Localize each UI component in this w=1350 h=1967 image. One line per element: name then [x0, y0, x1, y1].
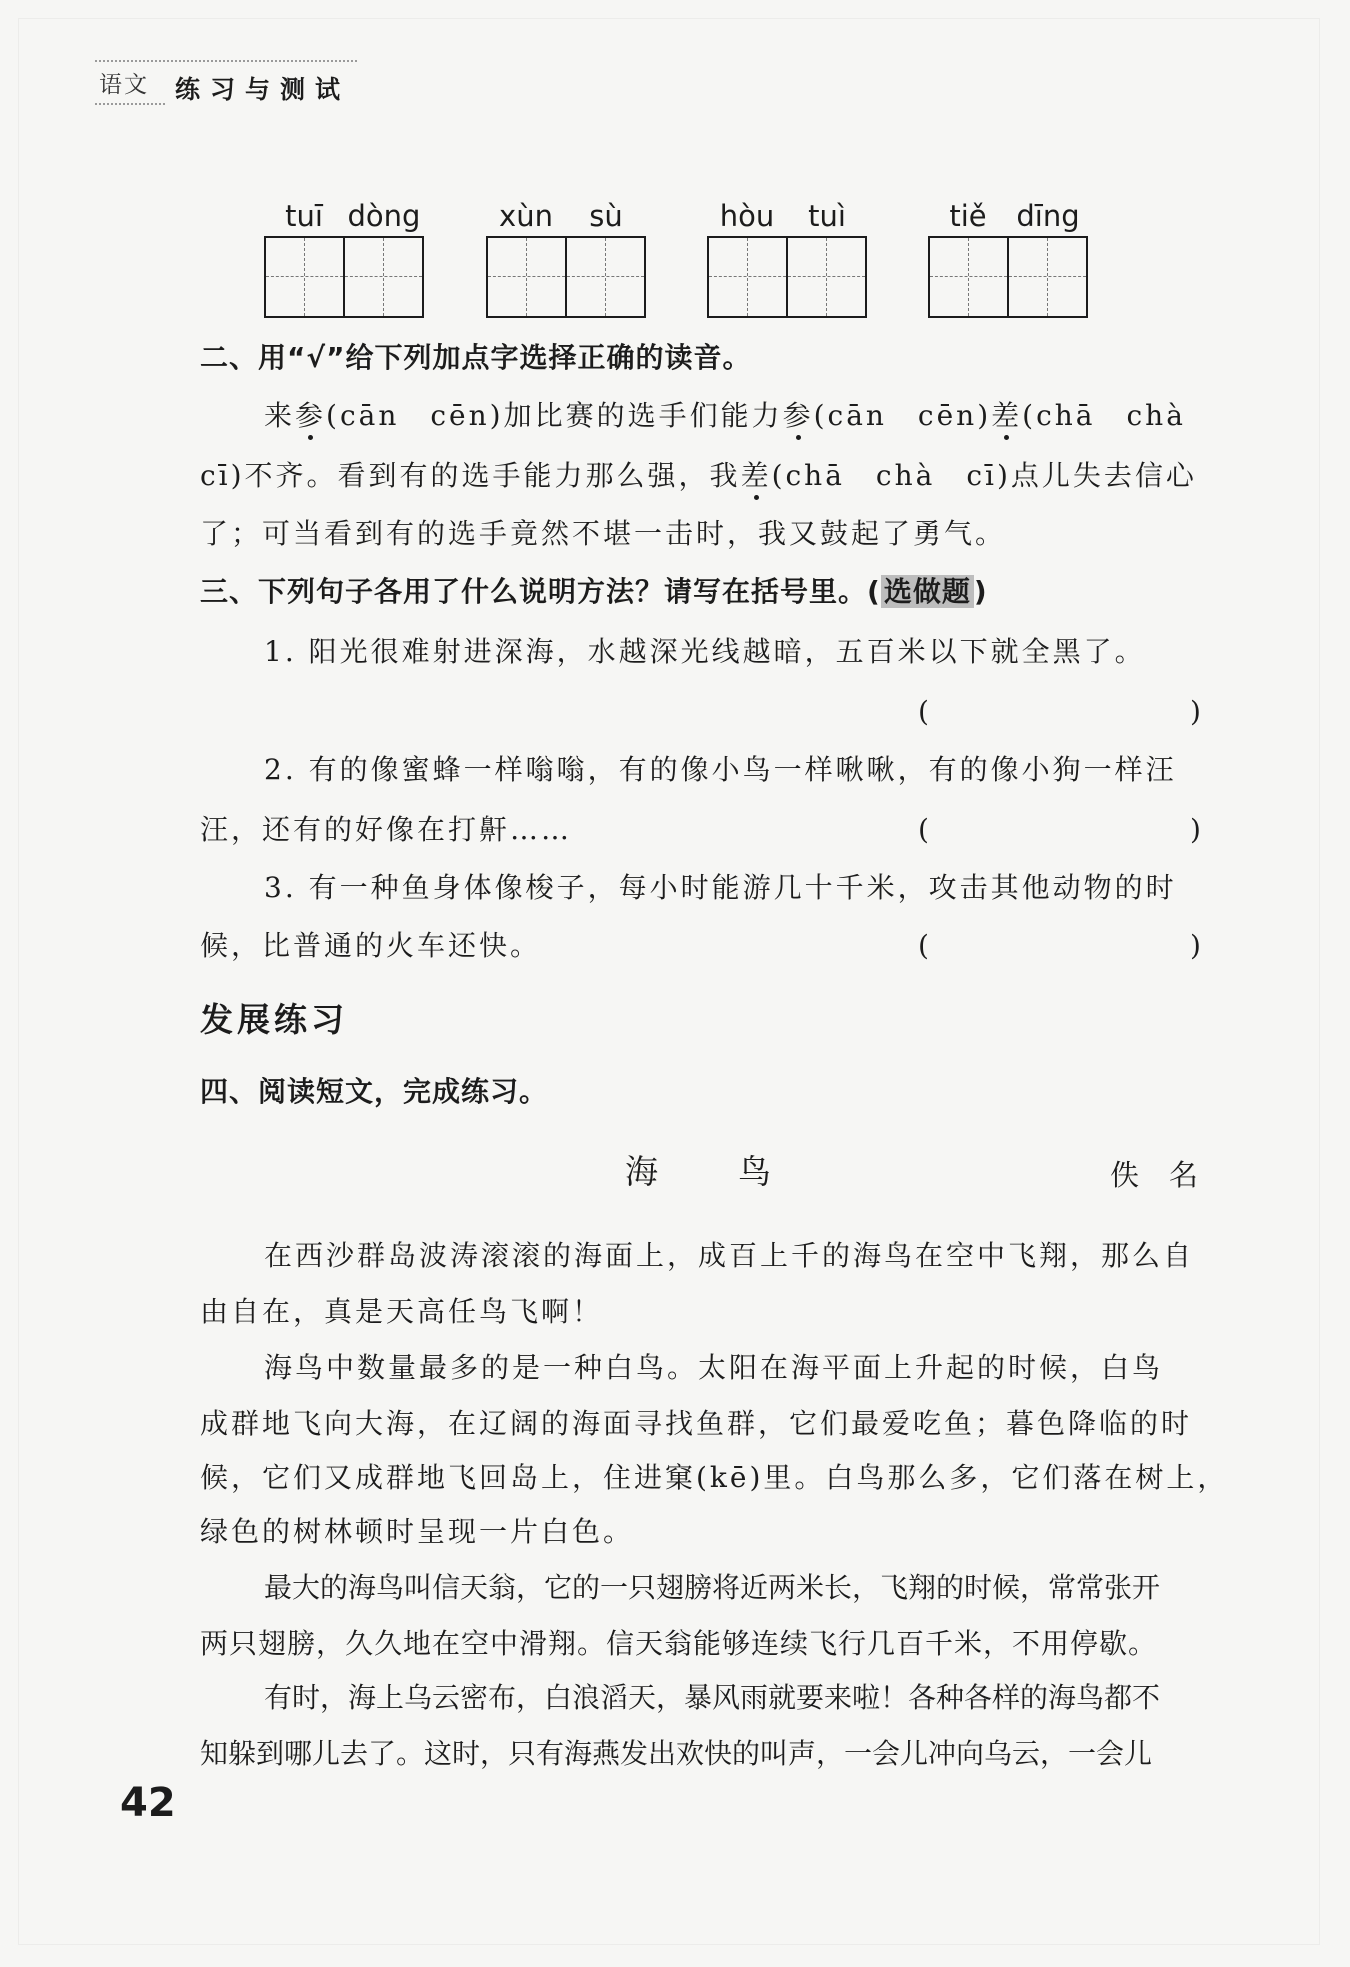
pinyin-box-row: [0, 196, 1350, 316]
article-line: 由自在，真是天高任鸟飞啊！: [200, 1295, 604, 1328]
writing-box[interactable]: [928, 236, 1088, 318]
section-2-line-1: 来参(cān cēn)加比赛的选手们能力参(cān cēn)差(chā chà: [264, 399, 1186, 432]
pinyin-syllable: sù: [589, 199, 623, 233]
article-line: 最大的海鸟叫信天翁，它的一只翅膀将近两米长，飞翔的时候，常常张开: [264, 1571, 1161, 1604]
question-1: 1. 阳光很难射进深海，水越深光线越暗，五百米以下就全黑了。: [264, 635, 1146, 668]
dotted-char: 参: [782, 399, 814, 432]
question-2-line-2: 汪，还有的好像在打鼾……: [200, 813, 573, 846]
pinyin-item: [264, 196, 424, 318]
answer-paren-close[interactable]: ): [1190, 929, 1201, 962]
header-dotted-line: [95, 60, 357, 62]
writing-box[interactable]: [486, 236, 646, 318]
section-3-heading: 三、下列句子各用了什么说明方法？请写在括号里。( 选做题 ): [200, 575, 988, 608]
question-2-line-1: 2. 有的像蜜蜂一样嗡嗡，有的像小鸟一样啾啾，有的像小狗一样汪: [264, 753, 1177, 786]
article-line: 海鸟中数量最多的是一种白鸟。太阳在海平面上升起的时候，白鸟: [264, 1351, 1164, 1384]
optional-tag: 选做题: [881, 575, 974, 608]
article-line: 成群地飞向大海，在辽阔的海面寻找鱼群，它们最爱吃鱼；暮色降临的时: [200, 1407, 1193, 1440]
article-title: 海鸟: [625, 1152, 851, 1191]
book-title: 练习与测试: [175, 75, 351, 104]
pinyin-syllable: dòng: [347, 199, 421, 233]
dotted-char: 差: [740, 459, 772, 492]
article-line: 绿色的树林顿时呈现一片白色。: [200, 1515, 635, 1548]
pinyin-item: [707, 196, 867, 318]
pinyin-item: [928, 196, 1088, 318]
answer-paren-open[interactable]: (: [918, 929, 929, 962]
question-3-line-2: 候，比普通的火车还快。: [200, 929, 542, 962]
article-author: 佚名: [1110, 1158, 1229, 1192]
header-dotted-line-short: [95, 103, 165, 105]
pinyin-syllable: dīng: [1016, 199, 1080, 233]
pinyin-syllable: hòu: [719, 199, 775, 233]
section-4-heading: 四、阅读短文，完成练习。: [200, 1075, 549, 1108]
page-header: [95, 60, 357, 104]
article-line: 知躲到哪儿去了。这时，只有海燕发出欢快的叫声，一会儿冲向乌云，一会儿: [200, 1737, 1153, 1770]
section-2-line-2: cī)不齐。看到有的选手能力那么强，我差(chā chà cī)点儿失去信心: [200, 459, 1197, 492]
writing-box[interactable]: [264, 236, 424, 318]
article-line: 在西沙群岛波涛滚滚的海面上，成百上千的海鸟在空中飞翔，那么自: [264, 1239, 1195, 1272]
article-line: 有时，海上乌云密布，白浪滔天，暴风雨就要来啦！各种各样的海鸟都不: [264, 1681, 1161, 1714]
dotted-char: 参: [295, 399, 327, 432]
answer-paren-close[interactable]: ): [1190, 695, 1201, 728]
question-3-line-1: 3. 有一种鱼身体像梭子，每小时能游几十千米，攻击其他动物的时: [264, 871, 1177, 904]
page-number: 42: [120, 1780, 176, 1826]
article-line: 候，它们又成群地飞回岛上，住进窠(kē)里。白鸟那么多，它们落在树上，: [200, 1461, 1229, 1494]
article-line: 两只翅膀，久久地在空中滑翔。信天翁能够连续飞行几百千米，不用停歇。: [200, 1627, 1158, 1660]
answer-paren-open[interactable]: (: [918, 695, 929, 728]
pinyin-syllable: tuī: [285, 199, 323, 233]
dotted-char: 差: [991, 399, 1023, 432]
section-2-heading: 二、用“√”给下列加点字选择正确的读音。: [200, 341, 752, 374]
pinyin-syllable: tuì: [808, 199, 846, 233]
answer-paren-close[interactable]: ): [1190, 813, 1201, 846]
section-2-line-3: 了；可当看到有的选手竟然不堪一击时，我又鼓起了勇气。: [200, 517, 1007, 550]
subject-label: 语文: [99, 72, 149, 98]
development-heading: 发展练习: [200, 1000, 348, 1039]
writing-box[interactable]: [707, 236, 867, 318]
answer-paren-open[interactable]: (: [918, 813, 929, 846]
pinyin-syllable: xùn: [499, 199, 553, 233]
pinyin-item: [486, 196, 646, 318]
pinyin-syllable: tiě: [949, 199, 987, 233]
